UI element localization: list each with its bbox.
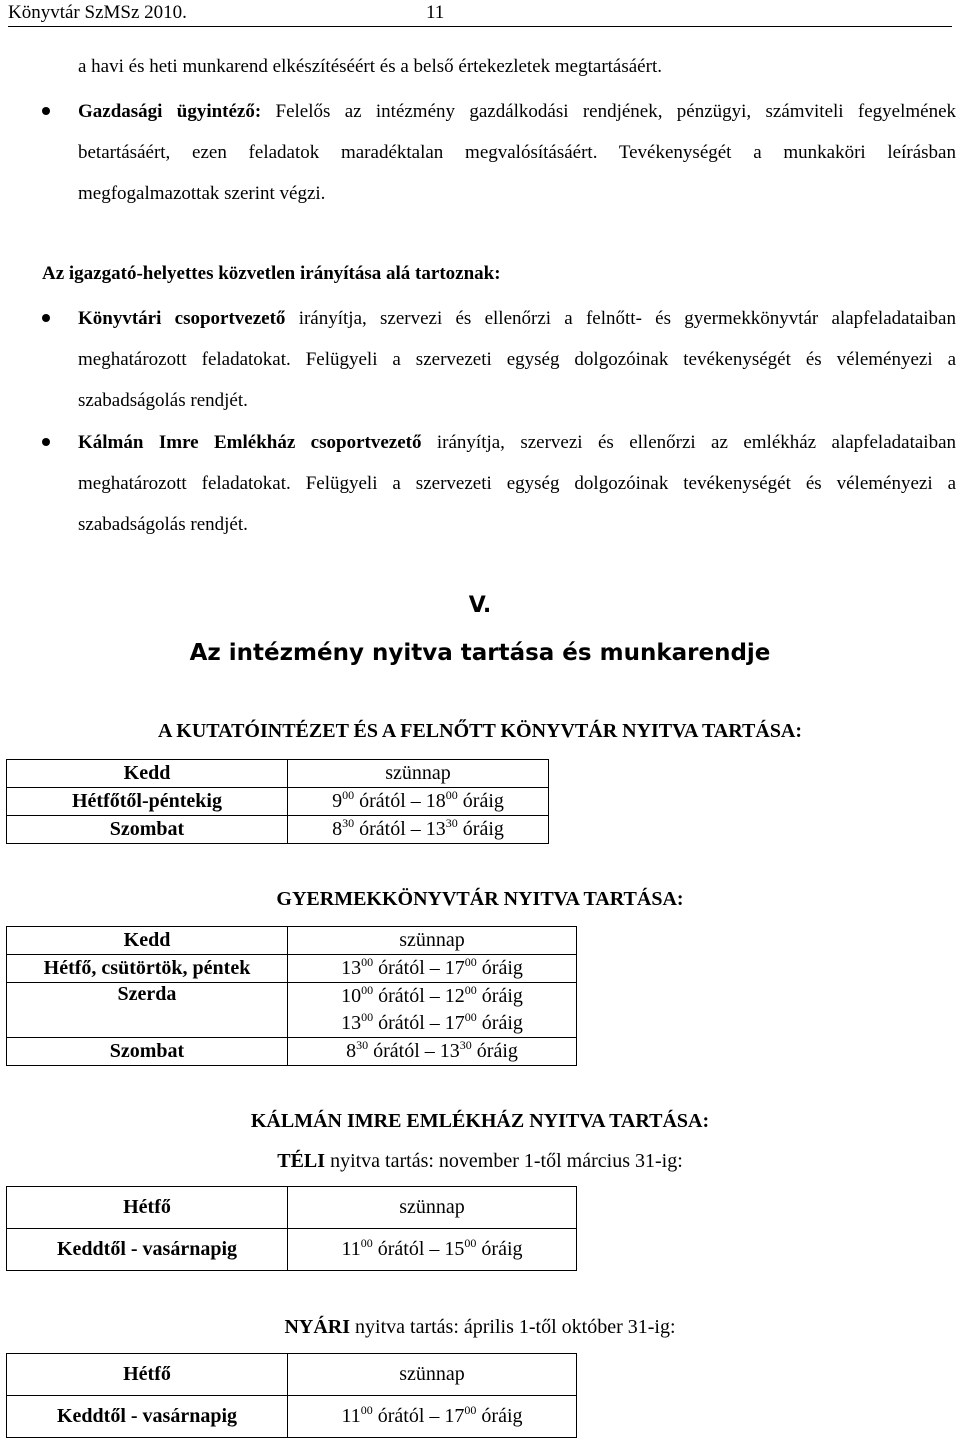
adult-library-hours-table	[6, 759, 549, 844]
start-minute: 30	[356, 1038, 369, 1052]
from-word: órától –	[372, 1238, 445, 1260]
hours-cell	[288, 983, 577, 1038]
end-hour: 17	[444, 1012, 465, 1034]
opening-time-range	[292, 788, 544, 815]
hours-row	[7, 927, 577, 955]
start-minute: 00	[361, 1010, 374, 1024]
emlekhaz-csoportvezeto-title: Kálmán Imre Emlékház csoportvezető	[78, 432, 422, 453]
winter-hours-caption	[0, 1150, 960, 1173]
end-hour: 18	[425, 790, 446, 812]
hours-row	[7, 1354, 577, 1396]
to-word: óráig	[476, 985, 523, 1007]
memorial-house-title: KÁLMÁN IMRE EMLÉKHÁZ NYITVA TARTÁSA:	[250, 1110, 710, 1132]
childrens-library-title: GYERMEKKÖNYVTÁR NYITVA TARTÁSA:	[276, 888, 684, 910]
hours-row	[7, 983, 577, 1038]
hours-row	[7, 1229, 577, 1271]
to-word: óráig	[476, 1405, 523, 1427]
summer-rest: nyitva tartás: április 1-től október 31-ig:	[355, 1316, 676, 1338]
from-word: órától –	[373, 1012, 445, 1034]
start-hour: 9	[332, 790, 343, 812]
gazdasagi-ugyintezo-text: Felelős az intézmény gazdálkodási rendjének, pénzügyi, számviteli fegyelmének betartásáért, ezen feladatok maradéktalan megvalósításáért. Tevékenységét a munkaköri leírásban megfogalmazottak szerint végzi.	[78, 101, 957, 204]
adult-library-title: A KUTATÓINTÉZET ÉS A FELNŐTT KÖNYVTÁR NYITVA TARTÁSA:	[157, 720, 803, 742]
end-hour: 13	[425, 818, 446, 840]
start-hour: 10	[341, 985, 362, 1007]
opening-time-range	[292, 1038, 572, 1065]
summer-label: NYÁRI	[284, 1316, 351, 1338]
opening-time-range	[288, 983, 576, 1010]
start-minute: 00	[360, 1403, 373, 1417]
end-minute: 00	[464, 983, 477, 997]
day-cell: Keddtől - vasárnapig	[7, 1229, 288, 1271]
konyvtari-csoportvezeto-title: Könyvtári csoportvezető	[78, 308, 286, 329]
day-cell: Kedd	[7, 927, 288, 955]
from-word: órától –	[354, 790, 426, 812]
day-cell: Hétfő	[7, 1187, 288, 1229]
emlekhaz-csoportvezeto-text: irányítja, szervezi és ellenőrzi az emlékház alapfeladataiban meghatározott feladatokat. Felügyeli a szervezeti egység dolgozóinak tevékenységét és véleményezi a szabadságolás rendjét.	[78, 432, 956, 535]
hours-cell	[288, 955, 577, 983]
winter-hours-table	[6, 1186, 577, 1271]
gazdasagi-ugyintezo-paragraph	[78, 91, 956, 214]
start-minute: 30	[342, 816, 355, 830]
closed-day-label: szünnap	[385, 762, 451, 784]
from-word: órától –	[372, 1405, 445, 1427]
konyvtari-csoportvezeto-text: irányítja, szervezi és ellenőrzi a felnőtt- és gyermekkönyvtár alapfeladataiban meghatározott feladatokat. Felügyeli a szervezeti egység dolgozóinak tevékenységét és véleményezi a szabadságolás rendjét.	[78, 308, 956, 411]
section-number: V.	[468, 593, 492, 618]
end-hour: 17	[444, 957, 465, 979]
end-minute: 30	[459, 1038, 472, 1052]
continuation-text: a havi és heti munkarend elkészítéséért és a belső értekezletek megtartásáért.	[78, 56, 662, 77]
opening-time-range	[288, 1010, 576, 1037]
day-cell: Hétfőtől-péntekig	[7, 788, 288, 816]
section-title: Az intézmény nyitva tartása és munkarendje	[189, 640, 771, 666]
day-cell: Szerda	[7, 983, 288, 1038]
end-hour: 12	[444, 985, 465, 1007]
deputy-heading: Az igazgató-helyettes közvetlen irányítása alá tartoznak:	[42, 263, 501, 284]
start-minute: 00	[361, 983, 374, 997]
from-word: órától –	[368, 1040, 440, 1062]
summer-hours-caption	[0, 1316, 960, 1339]
end-minute: 00	[464, 1010, 477, 1024]
end-minute: 30	[445, 816, 458, 830]
hours-cell	[288, 927, 577, 955]
opening-time-range	[292, 1403, 572, 1430]
start-hour: 8	[332, 818, 343, 840]
opening-time-range	[292, 955, 572, 982]
closed-day-label: szünnap	[399, 929, 465, 951]
hours-row	[7, 1396, 577, 1438]
bullet-dot	[42, 438, 50, 446]
start-minute: 00	[342, 788, 355, 802]
start-hour: 13	[341, 1012, 362, 1034]
winter-rest: nyitva tartás: november 1-től március 31-ig:	[330, 1150, 683, 1172]
from-word: órától –	[373, 957, 445, 979]
emlekhaz-csoportvezeto-paragraph	[78, 422, 956, 545]
page-number: 11	[426, 2, 445, 23]
start-hour: 11	[341, 1238, 361, 1260]
bullet-dot	[42, 314, 50, 322]
hours-cell	[288, 1229, 577, 1271]
end-minute: 00	[464, 1236, 477, 1250]
end-hour: 15	[444, 1238, 465, 1260]
hours-cell	[288, 760, 549, 788]
end-minute: 00	[464, 955, 477, 969]
end-minute: 00	[445, 788, 458, 802]
bullet-dot	[42, 107, 50, 115]
start-hour: 8	[346, 1040, 357, 1062]
day-cell: Kedd	[7, 760, 288, 788]
closed-day-label: szünnap	[399, 1196, 465, 1218]
hours-row	[7, 1187, 577, 1229]
to-word: óráig	[476, 957, 523, 979]
childrens-library-hours-table	[6, 926, 577, 1066]
hours-cell	[288, 1038, 577, 1066]
hours-row	[7, 788, 549, 816]
start-minute: 00	[360, 1236, 373, 1250]
end-minute: 00	[464, 1403, 477, 1417]
to-word: óráig	[457, 818, 504, 840]
end-hour: 13	[439, 1040, 460, 1062]
start-hour: 13	[341, 957, 362, 979]
winter-label: TÉLI	[277, 1150, 326, 1172]
hours-cell	[288, 1354, 577, 1396]
to-word: óráig	[476, 1238, 523, 1260]
gazdasagi-ugyintezo-title: Gazdasági ügyintéző:	[78, 101, 262, 122]
hours-cell	[288, 788, 549, 816]
opening-time-range	[292, 1236, 572, 1263]
header-doc-title: Könyvtár SzMSz 2010.	[8, 2, 187, 23]
closed-day-label: szünnap	[399, 1363, 465, 1385]
day-cell: Hétfő	[7, 1354, 288, 1396]
summer-hours-table	[6, 1353, 577, 1438]
to-word: óráig	[471, 1040, 518, 1062]
hours-row	[7, 816, 549, 844]
end-hour: 17	[444, 1405, 465, 1427]
opening-time-range	[292, 816, 544, 843]
from-word: órától –	[354, 818, 426, 840]
hours-cell	[288, 1396, 577, 1438]
hours-cell	[288, 1187, 577, 1229]
to-word: óráig	[457, 790, 504, 812]
hours-cell	[288, 816, 549, 844]
from-word: órától –	[373, 985, 445, 1007]
page-header	[8, 0, 952, 27]
to-word: óráig	[476, 1012, 523, 1034]
hours-row	[7, 1038, 577, 1066]
start-minute: 00	[361, 955, 374, 969]
day-cell: Keddtől - vasárnapig	[7, 1396, 288, 1438]
konyvtari-csoportvezeto-paragraph	[78, 298, 956, 421]
day-cell: Szombat	[7, 1038, 288, 1066]
day-cell: Hétfő, csütörtök, péntek	[7, 955, 288, 983]
hours-row	[7, 955, 577, 983]
hours-row	[7, 760, 549, 788]
day-cell: Szombat	[7, 816, 288, 844]
start-hour: 11	[341, 1405, 361, 1427]
